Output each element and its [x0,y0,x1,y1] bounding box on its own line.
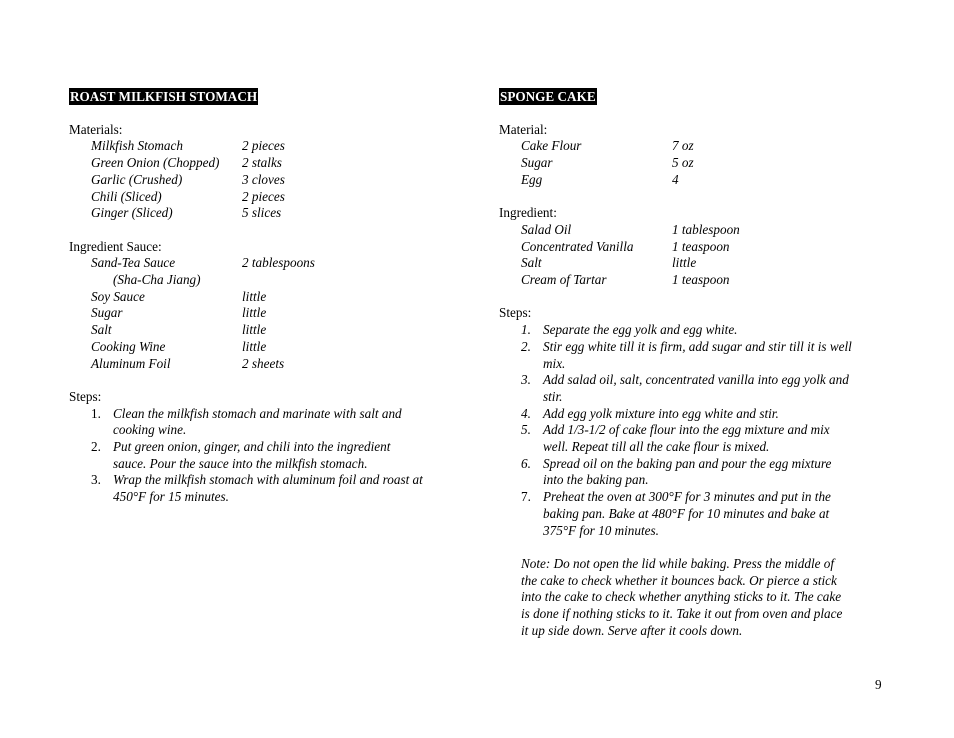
list-item-subtext: (Sha-Cha Jiang) [113,272,201,287]
note-line: it up side down. Serve after it cools down. [521,622,743,638]
recipe-title: SPONGE CAKE [500,89,596,104]
step-text: Clean the milkfish stomach and marinate with salt and [113,405,402,421]
list-item: Ginger (Sliced) 5 slices [91,205,282,221]
list-item: Concentrated Vanilla 1 teaspoon [521,238,730,254]
step-item [499,456,889,489]
list-item: Sand-Tea Sauce 2 tablespoons [91,255,315,271]
step-item [69,439,469,472]
baking-note [499,556,889,640]
list-item: Garlic (Crushed) 3 cloves [91,171,285,187]
note-line: the cake to check whether it bounces back. Or pierce a stick [521,572,837,588]
step-number: 1. [91,405,101,421]
steps-list [69,406,469,506]
list-item: Sugar little [91,305,267,321]
step-text: Add egg yolk mixture into egg white and stir. [543,405,779,421]
list-item: Chili (Sliced) 2 pieces [91,188,285,204]
steps-list [499,322,889,539]
material-heading: Material: [499,121,548,137]
note-line: Note: Do not open the lid while baking. Press the middle of [521,555,835,571]
materials-heading: Materials: [69,121,123,137]
step-item [69,472,469,505]
steps-heading: Steps: [69,388,102,404]
list-item: Cake Flour 7 oz [521,138,694,154]
step-number: 5. [521,422,531,438]
list-item: Green Onion (Chopped) 2 stalks [91,155,282,171]
step-text: Separate the egg yolk and egg white. [543,322,738,338]
list-item: Salt little [521,255,697,271]
step-item [499,406,889,423]
sauce-heading: Ingredient Sauce: [69,238,162,254]
step-number: 2. [91,439,101,455]
step-item [69,406,469,439]
step-number: 7. [521,489,531,505]
step-text: Add salad oil, salt, concentrated vanilla into egg yolk and [543,372,849,388]
sauce-list [69,255,469,372]
step-item [499,372,889,405]
step-text: 450°F for 15 minutes. [113,489,229,505]
list-item: Salt little [91,322,267,338]
list-item: Cream of Tartar 1 teaspoon [521,272,730,287]
step-text: Stir egg white till it is firm, add sugar and stir till it is well [543,338,852,354]
step-text: mix. [543,355,566,371]
step-text: 375°F for 10 minutes. [543,522,659,538]
step-text: sauce. Pour the sauce into the milkfish stomach. [113,455,368,471]
step-text: Wrap the milkfish stomach with aluminum foil and roast at [113,472,423,488]
step-number: 3. [521,372,531,388]
step-item [499,489,889,539]
ingredient-heading: Ingredient: [499,205,557,221]
step-text: cooking wine. [113,422,187,438]
material-list [499,138,889,188]
note-line: into the cake to check whether anything sticks to it. The cake [521,589,842,605]
step-number: 4. [521,405,531,421]
step-item [499,322,889,339]
step-number: 3. [91,472,101,488]
step-text: baking pan. Bake at 480°F for 10 minutes and bake at [543,505,830,521]
step-text: well. Repeat till all the cake flour is mixed. [543,439,770,455]
step-item [499,422,889,455]
step-text: Preheat the oven at 300°F for 3 minutes and put in the [543,489,831,505]
step-text: Put green onion, ginger, and chili into the ingredient [113,439,391,455]
step-text: Add 1/3-1/2 of cake flour into the egg mixture and mix [543,422,830,438]
step-text: Spread oil on the baking pan and pour the egg mixture [543,455,832,471]
recipe-title: ROAST MILKFISH STOMACH [70,89,258,104]
step-text: stir. [543,388,563,404]
page-number: 9 [875,677,882,692]
ingredient-list [499,222,889,289]
list-item: Aluminum Foil 2 sheets [91,355,285,371]
list-item: Egg 4 [521,171,679,187]
materials-list [69,138,469,222]
list-item: Soy Sauce little [91,288,267,304]
list-item: Salad Oil 1 tablespoon [521,221,740,237]
list-item: Sugar 5 oz [521,155,694,171]
recipe-sponge-cake [499,86,889,639]
recipe-roast-milkfish-stomach [69,86,469,506]
step-number: 1. [521,322,531,338]
list-item: Cooking Wine little [91,338,267,354]
step-item [499,339,889,372]
step-number: 6. [521,455,531,471]
note-line: is done if nothing sticks to it. Take it out from oven and place [521,606,843,622]
list-item: Milkfish Stomach 2 pieces [91,138,285,154]
steps-heading: Steps: [499,305,532,321]
step-number: 2. [521,338,531,354]
step-text: into the baking pan. [543,472,649,488]
